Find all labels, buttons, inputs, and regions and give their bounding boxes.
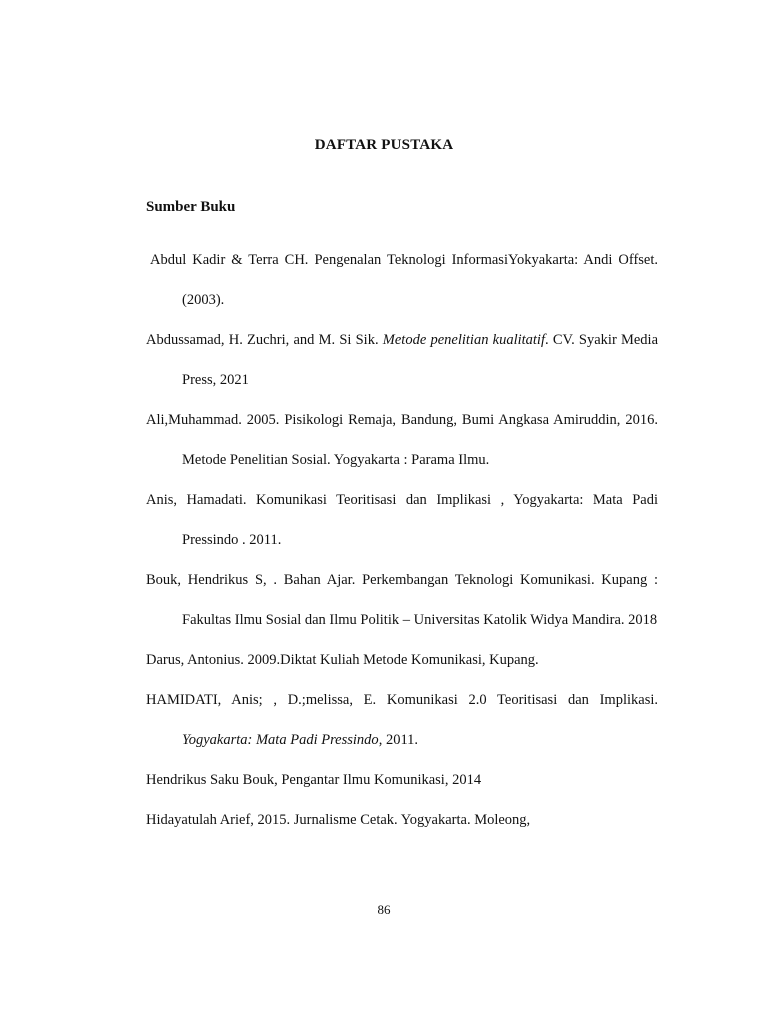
reference-item: Abdussamad, H. Zuchri, and M. Si Sik. Metode penelitian kualitatif. CV. Syakir Media Press, 2021 (146, 332, 659, 388)
reference-item: Ali,Muhammad. 2005. Pisikologi Remaja, Bandung, Bumi Angkasa Amiruddin, 2016. Metode Penelitian Sosial. Yogyakarta : Parama Ilmu. (146, 412, 658, 468)
reference-item: Darus, Antonius. 2009.Diktat Kuliah Metode Komunikasi, Kupang. (146, 652, 539, 668)
page-title: DAFTAR PUSTAKA (314, 137, 454, 153)
reference-item: HAMIDATI, Anis; , D.;melissa, E. Komunikasi 2.0 Teoritisasi dan Implikasi. Yogyakarta: Mata Padi Pressindo, 2011. (146, 692, 658, 748)
reference-list (146, 240, 658, 840)
reference-item: Bouk, Hendrikus S, . Bahan Ajar. Perkembangan Teknologi Komunikasi. Kupang : Fakultas Ilmu Sosial dan Ilmu Politik – Universitas Katolik Widya Mandira. 2018 (146, 572, 658, 628)
page-number: 86 (377, 902, 391, 917)
section-heading: Sumber Buku (146, 199, 236, 215)
reference-item: Anis, Hamadati. Komunikasi Teoritisasi dan Implikasi , Yogyakarta: Mata Padi Pressindo . 2011. (146, 492, 658, 548)
reference-item: Abdul Kadir & Terra CH. Pengenalan Teknologi InformasiYokyakarta: Andi Offset. (2003). (150, 252, 658, 308)
reference-item: Hidayatulah Arief, 2015. Jurnalisme Cetak. Yogyakarta. Moleong, (146, 812, 531, 828)
reference-item: Hendrikus Saku Bouk, Pengantar Ilmu Komunikasi, 2014 (146, 772, 482, 788)
